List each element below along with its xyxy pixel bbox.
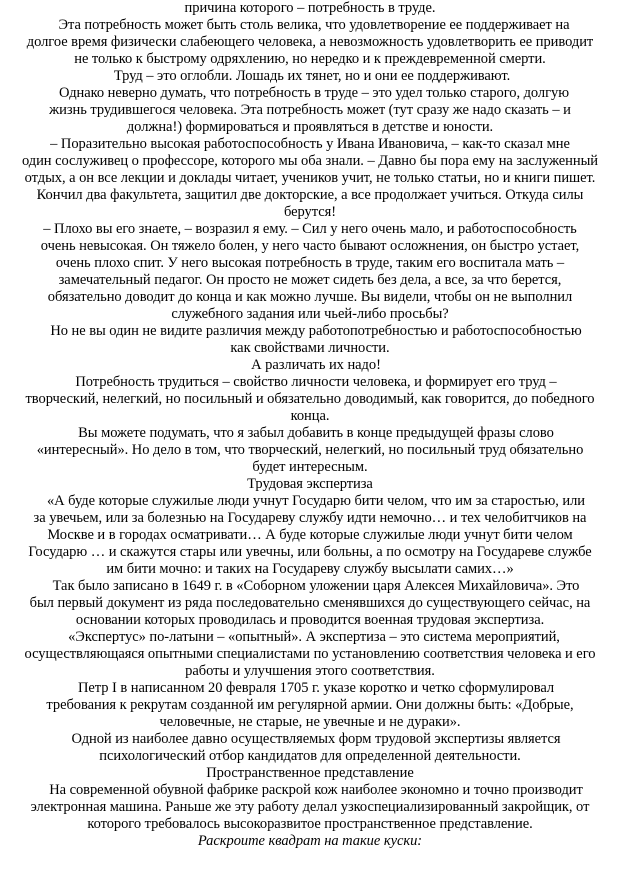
text-line: Вы можете подумать, что я забыл добавить в конце предыдущей фразы слово [78, 425, 554, 441]
text-line: Труд – это оглобли. Лошадь их тянет, но и они ее поддерживают. [113, 68, 511, 84]
text-line: На современной обувной фабрике раскрой кож наиболее экономно и точно производит [49, 782, 583, 798]
text-line: которого требовалось высокоразвитое пространственное представление. [87, 816, 533, 832]
text-line: осуществляющаяся опытными специалистами по установлению соответствия человека и его [24, 646, 596, 662]
text-line: долгое время физически слабеющего человека, а невозможность удовлетворить ее приводит [26, 34, 594, 50]
text-line: конца. [290, 408, 330, 424]
text-line: обязательно доводит до конца и как можно лучше. Вы видели, чтобы он не выполнил [47, 289, 573, 305]
text-line: отдых, а он все лекции и доклады читает, учеников учит, не только статьи, но и книги пишет. [24, 170, 596, 186]
text-line: за увечьем, или за болезнью на Государеву службу идти немочно… и тех челобитчиков на [33, 510, 587, 526]
text-line: им бити мочно: и таких на Государеву службу высылати самих…» [106, 561, 514, 577]
text-line: Потребность трудиться – свойство личности человека, и формирует его труд – [75, 374, 557, 390]
text-line: очень невысокая. Он тяжело болен, у него часто бывают осложнения, он быстро устает, [40, 238, 580, 254]
text-line: основании которых проводилась и проводится военная трудовая экспертиза. [75, 612, 545, 628]
text-line: Москве и в городах осматривати… А буде которые служилые люди учнут бити челом [47, 527, 573, 543]
text-line: жизнь трудившегося человека. Эта потребность может (тут сразу же надо сказать – и [49, 102, 571, 118]
text-line: Петр I в написанном 20 февраля 1705 г. указе коротко и четко сформулировал [77, 680, 555, 696]
text-line: «А буде которые служилые люди учнут Государю бити челом, что им за старостью, или [46, 493, 586, 509]
text-line: Одной из наиболее давно осуществляемых форм трудовой экспертизы является [71, 731, 561, 747]
text-line: работы и улучшения этого соответствия. [185, 663, 435, 679]
text-line: один сослуживец о профессоре, которого мы оба знали. – Давно бы пора ему на заслуженный [21, 153, 598, 169]
text-line: требования к рекрутам созданной им регулярной армии. Они должны быть: «Добрые, [46, 697, 574, 713]
text-line: не только к быстрому одряхлению, но нередко и к преждевременной смерти. [74, 51, 546, 67]
text-line: – Плохо вы его знаете, – возразил я ему. – Сил у него очень мало, и работоспособность [43, 221, 577, 237]
text-line: человечные, не старые, не увечные и не дураки». [159, 714, 461, 730]
text-line: Государю … и скажутся стары или увечны, или больны, а по осмотру на Государеве службе [28, 544, 592, 560]
text-line: творческий, нелегкий, но посильный и обязательно доводимый, как говорится, до победного [25, 391, 595, 407]
text-line: будет интересным. [252, 459, 368, 475]
text-line: электронная машина. Раньше же эту работу делал узкоспециализированный закройщик, от [30, 799, 590, 815]
instruction-line: Раскроите квадрат на такие куски: [197, 833, 423, 849]
text-line: причина которого – потребность в труде. [184, 0, 436, 16]
text-line: Так было записано в 1649 г. в «Соборном уложении царя Алексея Михайловича». Это [52, 578, 580, 594]
text-line: служебного задания или чьей-либо просьбы? [171, 306, 449, 322]
text-line: Но не вы один не видите различия между работопотребностью и работоспособностью [50, 323, 582, 339]
text-line: Однако неверно думать, что потребность в труде – это удел только старого, долгую [58, 85, 570, 101]
section-heading: Трудовая экспертиза [247, 476, 373, 492]
text-line: – Поразительно высокая работоспособность у Ивана Ивановича, – как-то сказал мне [50, 136, 570, 152]
text-line: «интересный». Но дело в том, что творческий, нелегкий, но посильный труд обязательно [36, 442, 584, 458]
text-line: должна!) формироваться и проявляться в детстве и юности. [126, 119, 494, 135]
text-line: Эта потребность может быть столь велика, что удовлетворение ее поддерживает на [58, 17, 570, 33]
text-line: берутся! [283, 204, 336, 220]
text-line: «Экспертус» по-латыни – «опытный». А экспертиза – это система мероприятий, [68, 629, 560, 645]
section-heading: Пространственное представление [206, 765, 414, 781]
text-line: психологический отбор кандидатов для определенной деятельности. [99, 748, 521, 764]
text-line: А различать их надо! [251, 357, 381, 373]
text-line: очень плохо спит. У него высокая потребность в труде, таким его воспитала мать – [55, 255, 565, 271]
text-line: был первый документ из ряда последовательно сменявшихся до существующего сейчас, на [29, 595, 591, 611]
text-line: Кончил два факультета, защитил две докторские, а все продолжает учиться. Откуда силы [36, 187, 584, 203]
text-line: как свойствами личности. [230, 340, 390, 356]
text-line: замечательный педагог. Он просто не может сидеть без дела, а все, за что берется, [58, 272, 562, 288]
